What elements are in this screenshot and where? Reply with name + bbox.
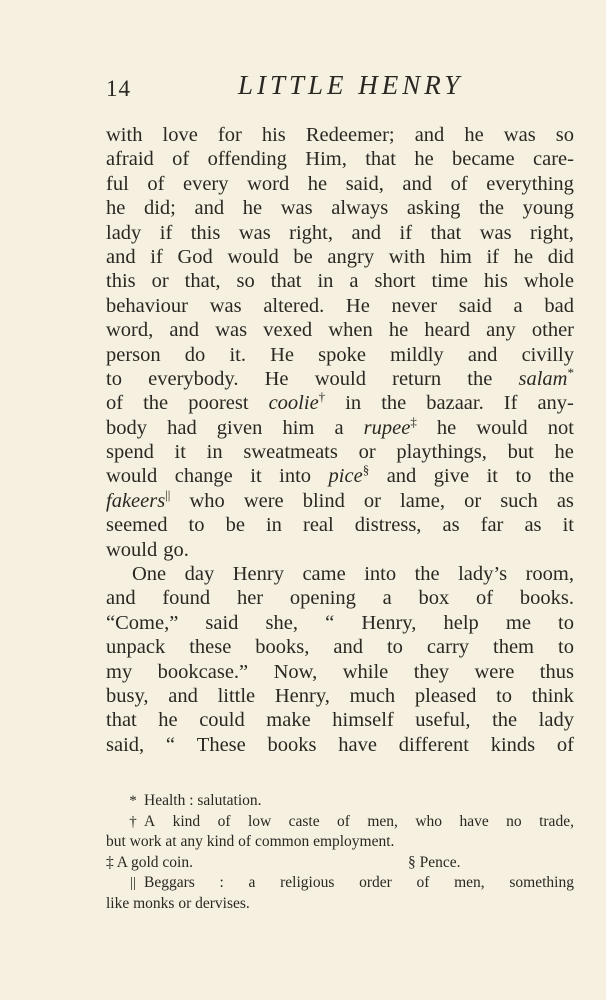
- word: behaviour: [106, 294, 188, 317]
- text-line: [106, 221, 574, 245]
- word: He: [345, 294, 370, 317]
- word: that: [430, 221, 462, 244]
- text-line: [106, 123, 574, 147]
- word: thus: [539, 660, 574, 683]
- word: given: [216, 416, 263, 439]
- word: pice§: [328, 462, 370, 488]
- footnote-text: A gold coin.: [116, 853, 193, 871]
- word: to: [386, 636, 403, 659]
- word: God: [177, 245, 213, 268]
- footnote-mark: ||: [129, 875, 136, 891]
- footnote-reference: §: [362, 462, 370, 478]
- word: and: [169, 319, 200, 342]
- word: he: [464, 124, 484, 146]
- word: and: [106, 245, 136, 268]
- word: Now,: [273, 660, 318, 683]
- word: this: [190, 221, 221, 244]
- word: to: [558, 636, 574, 659]
- word: bookcase.”: [157, 660, 249, 683]
- word: seemed: [106, 514, 168, 537]
- word: it: [250, 465, 262, 488]
- footnote-word: a: [248, 874, 256, 891]
- body-text: [106, 123, 574, 757]
- word: the: [467, 367, 493, 390]
- text-line: [106, 733, 574, 757]
- footnote-text: Pence.: [419, 853, 461, 871]
- footnote-word: religious: [280, 874, 335, 891]
- word: bazaar.: [426, 392, 484, 415]
- footnote-word: no: [506, 812, 522, 830]
- word: go.: [163, 538, 189, 561]
- text-line: [106, 562, 574, 586]
- word: short: [374, 270, 416, 293]
- footnote-text: but work at any kind of common employment.: [106, 833, 395, 850]
- text-line: [106, 413, 574, 440]
- footnote-reference: *: [567, 365, 574, 381]
- word: her: [236, 587, 264, 610]
- word: was: [503, 124, 536, 146]
- word: that: [365, 148, 396, 171]
- footnote-reference: ||: [165, 487, 171, 503]
- word: “Come,”: [106, 611, 179, 634]
- word: civilly: [521, 343, 574, 366]
- word: in: [345, 392, 362, 415]
- word: offending: [207, 148, 287, 171]
- word: change: [174, 465, 233, 488]
- text-line: [106, 440, 574, 464]
- word: said: [458, 294, 492, 317]
- word: far: [480, 514, 504, 537]
- word: busy,: [106, 684, 149, 707]
- word: “: [165, 733, 176, 756]
- word: real: [303, 514, 334, 537]
- footnote-word: trade,: [539, 812, 574, 830]
- word: much: [349, 684, 396, 707]
- text-line: [106, 294, 574, 318]
- word: did: [547, 245, 574, 268]
- running-title: LITTLE HENRY: [238, 70, 464, 100]
- footnote-word: kind: [172, 812, 201, 830]
- word: any-: [537, 392, 574, 415]
- text-line: [106, 660, 574, 684]
- text-line: [106, 611, 574, 635]
- word: every: [182, 172, 229, 195]
- word: he: [242, 197, 263, 220]
- word: box: [418, 587, 450, 610]
- word: he: [388, 319, 409, 342]
- word: was: [280, 197, 313, 220]
- word: fakeers||: [106, 487, 171, 512]
- word: came: [302, 563, 346, 586]
- word: everybody.: [148, 367, 239, 390]
- word: did;: [143, 197, 176, 220]
- text-line: [106, 489, 574, 513]
- word: it: [562, 514, 574, 537]
- word: young: [522, 197, 574, 220]
- word: everything: [486, 172, 574, 195]
- word: books,: [255, 636, 310, 659]
- text-line: [106, 586, 574, 610]
- word: in: [265, 514, 282, 537]
- page-number: 14: [106, 76, 131, 101]
- word: or: [151, 270, 169, 293]
- word: spend: [106, 441, 154, 464]
- word: Henry,: [361, 611, 417, 634]
- word: was: [215, 319, 248, 342]
- word: while: [342, 660, 389, 683]
- word: she,: [265, 611, 298, 634]
- footnote-coolie-continued: [106, 832, 574, 853]
- word: he: [106, 197, 126, 220]
- word: body: [106, 416, 147, 439]
- text-line: [106, 367, 574, 391]
- word: my: [106, 660, 133, 683]
- word: into: [279, 465, 312, 488]
- word: who: [189, 489, 225, 512]
- running-head: [106, 70, 576, 106]
- footnote-word: caste: [288, 812, 320, 830]
- footnote-word: of: [337, 812, 350, 830]
- word: make: [266, 709, 311, 732]
- word: so: [555, 124, 574, 146]
- word: person: [106, 343, 161, 366]
- word: poorest: [188, 392, 249, 415]
- word: to: [188, 514, 205, 537]
- word: Him,: [305, 148, 347, 171]
- word: a: [382, 587, 392, 610]
- text-line: [106, 245, 574, 269]
- word: angry: [327, 245, 375, 268]
- word: he: [554, 441, 574, 464]
- word: not: [547, 416, 574, 439]
- word: care-: [533, 148, 574, 171]
- text-line: [106, 172, 574, 196]
- word: found: [162, 587, 211, 610]
- word: different: [398, 733, 469, 756]
- word: himself: [332, 709, 394, 732]
- footnote-word: :: [219, 874, 224, 891]
- word: would: [227, 245, 279, 268]
- word: whole: [523, 270, 574, 293]
- word: such: [500, 489, 538, 512]
- word: opening: [289, 587, 356, 610]
- word: and: [414, 124, 445, 146]
- word: in: [317, 270, 334, 293]
- word: and: [194, 197, 225, 220]
- word: distress,: [354, 514, 422, 537]
- word: and: [402, 172, 433, 195]
- word: me: [505, 611, 531, 634]
- footnote-rupee-pice: [106, 853, 574, 874]
- word: the: [381, 392, 407, 415]
- footnote-word: order: [359, 874, 392, 891]
- word: word,: [106, 319, 154, 342]
- word: was: [479, 221, 512, 244]
- footnote-fakeers-continued: [106, 894, 574, 915]
- word: any: [486, 319, 516, 342]
- word: into: [364, 563, 397, 586]
- word: with: [106, 124, 143, 146]
- footnote-word: A: [144, 812, 156, 830]
- footnote-word: have: [459, 812, 489, 830]
- word: books.: [519, 587, 574, 610]
- word: to: [515, 465, 532, 488]
- word: bad: [544, 294, 574, 317]
- word: the: [548, 465, 574, 488]
- word: have: [338, 733, 377, 756]
- word: think: [531, 684, 574, 707]
- word: spoke: [318, 343, 366, 366]
- word: lady: [106, 221, 142, 244]
- text-line: [106, 343, 574, 367]
- text-line: [106, 684, 574, 708]
- word: it: [486, 465, 498, 488]
- word: was: [209, 294, 242, 317]
- word: “: [325, 611, 335, 634]
- word: they: [413, 660, 450, 683]
- word: day: [184, 563, 215, 586]
- word: word: [247, 172, 290, 195]
- word: would: [314, 367, 366, 390]
- word: altered.: [263, 294, 325, 317]
- word: lame,: [400, 489, 446, 512]
- word: room,: [525, 563, 574, 586]
- word: if: [486, 245, 500, 268]
- word: mildly: [390, 343, 444, 366]
- word: these: [189, 636, 232, 659]
- word: would: [106, 538, 158, 561]
- word: in: [206, 441, 223, 464]
- word: to: [496, 684, 513, 707]
- word: blind: [302, 489, 345, 512]
- text-line: [106, 391, 574, 415]
- word: them: [493, 636, 535, 659]
- footnote-text: like monks or dervises.: [106, 894, 250, 912]
- word: the: [478, 197, 505, 220]
- footnote-word: who: [415, 812, 443, 830]
- word: of: [172, 148, 190, 171]
- footnote-mark: †: [129, 813, 137, 830]
- word: so: [236, 270, 255, 293]
- word: that: [270, 270, 302, 293]
- word: and: [351, 221, 382, 244]
- text-line: [106, 147, 574, 171]
- word: the: [492, 709, 518, 732]
- word: These: [196, 733, 246, 756]
- word: was: [238, 221, 271, 244]
- word: pleased: [414, 684, 477, 707]
- word: He: [270, 343, 295, 366]
- word: it.: [229, 343, 246, 366]
- word: asking: [406, 197, 461, 220]
- word: him: [282, 416, 315, 439]
- word: If: [503, 392, 518, 415]
- text-line: [106, 318, 574, 342]
- word: lady: [538, 709, 574, 732]
- word: with: [388, 245, 426, 268]
- word: always: [331, 197, 389, 220]
- text-line: [106, 464, 574, 488]
- text-line: [106, 269, 574, 293]
- word: the: [414, 563, 440, 586]
- word: sweatmeats: [243, 441, 338, 464]
- word: he: [158, 709, 178, 732]
- word: if: [399, 221, 413, 244]
- footnote-mark: ‡: [106, 853, 114, 871]
- word: Henry: [232, 563, 284, 586]
- footnote-word: something: [509, 874, 574, 891]
- footnote-reference: ‡: [410, 413, 417, 429]
- word: if: [159, 221, 173, 244]
- word: and: [333, 636, 363, 659]
- footnote-coolie: [106, 812, 574, 833]
- word: and: [467, 343, 498, 366]
- word: to: [558, 611, 574, 634]
- word: never: [391, 294, 438, 317]
- footnote-word: men,: [367, 812, 398, 830]
- word: and: [106, 587, 136, 610]
- word: right,: [289, 221, 333, 244]
- word: and: [386, 465, 417, 488]
- word: of: [147, 172, 165, 195]
- word: became: [452, 148, 515, 171]
- word: but: [507, 441, 534, 464]
- word: playthings,: [396, 441, 487, 464]
- word: would: [106, 465, 158, 488]
- word: as: [442, 514, 460, 537]
- word: One: [132, 563, 167, 586]
- word: do: [184, 343, 206, 366]
- footnote-word: low: [247, 812, 272, 830]
- footnotes: [106, 791, 574, 914]
- word: vexed: [263, 319, 313, 342]
- word: were: [243, 489, 284, 512]
- word: a: [334, 416, 344, 439]
- word: of: [106, 392, 124, 415]
- word: lady’s: [458, 563, 508, 586]
- word: other: [531, 319, 574, 342]
- word: a: [513, 294, 523, 317]
- word: give: [433, 465, 470, 488]
- word: coolie†: [268, 389, 326, 415]
- footnote-mark: §: [408, 853, 416, 871]
- word: to: [106, 367, 122, 390]
- word: carry: [426, 636, 470, 659]
- footnote-salam: [106, 791, 574, 812]
- word: He: [264, 367, 289, 390]
- word: if: [150, 245, 163, 268]
- word: or: [464, 489, 482, 512]
- word: were: [474, 660, 515, 683]
- word: for: [217, 124, 242, 146]
- word: right,: [530, 221, 574, 244]
- footnote-word: of: [416, 874, 430, 891]
- word: he: [307, 172, 328, 195]
- word: a: [349, 270, 359, 293]
- text-line: [106, 538, 574, 562]
- word: love: [162, 124, 198, 146]
- word: kinds: [490, 733, 536, 756]
- footnote-word: Beggars: [144, 874, 195, 891]
- word: had: [167, 416, 197, 439]
- word: his: [483, 270, 508, 293]
- text-line: [106, 708, 574, 732]
- word: of: [476, 587, 494, 610]
- text-line: [106, 513, 574, 537]
- footnote-fakeers: [106, 873, 574, 894]
- word: said,: [345, 172, 384, 195]
- footnote-mark: *: [129, 793, 137, 809]
- word: it: [174, 441, 186, 464]
- word: or: [358, 441, 376, 464]
- word: as: [524, 514, 542, 537]
- word: that,: [184, 270, 221, 293]
- word: or: [363, 489, 381, 512]
- word: heard: [424, 319, 470, 342]
- word: salam*: [518, 365, 574, 390]
- text-line: [106, 196, 574, 220]
- word: time: [431, 270, 468, 293]
- word: of: [556, 733, 574, 756]
- word: he: [436, 416, 457, 439]
- word: return: [392, 367, 442, 390]
- footnote-text: Health : salutation.: [144, 792, 262, 809]
- word: be: [293, 245, 313, 268]
- word: as: [556, 489, 574, 512]
- word: that: [106, 709, 137, 732]
- word: he: [513, 245, 534, 268]
- word: Redeemer;: [305, 124, 395, 146]
- word: this: [106, 270, 136, 293]
- word: rupee‡: [363, 413, 417, 439]
- word: the: [143, 392, 169, 415]
- footnote-word: men,: [454, 874, 485, 891]
- word: he: [414, 148, 434, 171]
- word: would: [476, 416, 528, 439]
- text-line: [106, 635, 574, 659]
- word: be: [225, 514, 245, 537]
- word: could: [199, 709, 245, 732]
- word: little: [217, 684, 256, 707]
- word: unpack: [106, 636, 166, 659]
- footnote-word: of: [217, 812, 231, 830]
- word: useful,: [415, 709, 471, 732]
- word: him: [439, 245, 472, 268]
- word: books: [267, 733, 317, 756]
- word: when: [328, 319, 373, 342]
- word: help: [443, 611, 479, 634]
- word: ful: [106, 172, 129, 195]
- word: and: [168, 684, 198, 707]
- word: of: [450, 172, 468, 195]
- word: said,: [106, 733, 145, 756]
- footnote-reference: †: [318, 389, 326, 405]
- word: Henry,: [274, 684, 330, 707]
- word: his: [261, 124, 286, 146]
- word: said: [205, 611, 239, 634]
- word: afraid: [106, 148, 154, 171]
